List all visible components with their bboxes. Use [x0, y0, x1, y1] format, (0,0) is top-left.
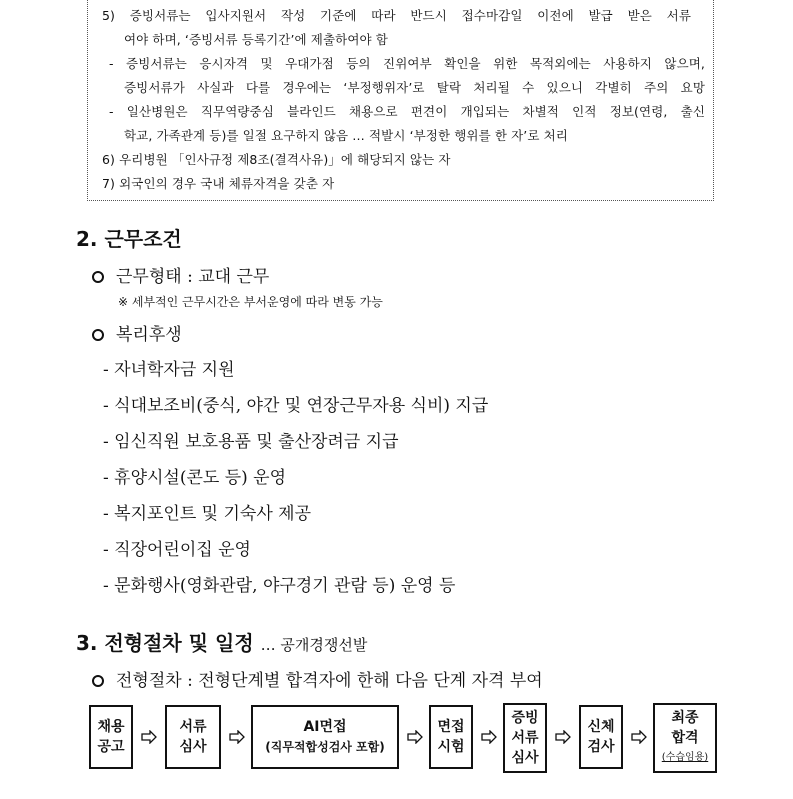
- section-3-title: [76, 627, 367, 656]
- work-type-item: [92, 262, 269, 287]
- circle-bullet-icon: [92, 675, 104, 687]
- procedure-text: 전형절차 : 전형단계별 합격자에 한해 다음 단계 자격 부여: [116, 671, 543, 691]
- circle-bullet-icon: [92, 329, 104, 341]
- work-hours-note: ※ 세부적인 근무시간은 부서운영에 따라 변동 가능: [118, 295, 383, 309]
- step-label: 심사: [179, 739, 207, 755]
- qualification-line-7: 7) 외국인의 경우 국내 체류자격을 갖춘 자: [102, 176, 335, 191]
- selection-process-flow: [85, 703, 725, 775]
- qualification-line-6: 6) 우리병원 「인사규정 제8조(결격사유)」에 해당되지 않는 자: [102, 152, 451, 167]
- step-recruitment-notice: [89, 705, 133, 769]
- step-label: 서류: [511, 730, 539, 746]
- benefit-item: - 휴양시설(콘도 등) 운영: [103, 468, 287, 488]
- section-3-title-text: 3. 전형절차 및 일정: [76, 631, 254, 655]
- step-label: 증빙: [511, 710, 539, 726]
- step-label: 채용: [97, 719, 125, 735]
- step-label: 최종: [671, 710, 699, 726]
- step-label: 합격: [671, 730, 699, 746]
- qualification-dash-1: - 증빙서류는 응시자격 및 우대가점 등의 진위여부 확인을 위한 목적외에는 사용하지 않으며,: [109, 56, 705, 71]
- section-3-subtitle: … 공개경쟁선발: [260, 636, 368, 654]
- benefit-item: - 직장어린이집 운영: [103, 540, 251, 560]
- step-label: 신체: [587, 719, 615, 735]
- step-label: 시험: [437, 739, 465, 755]
- benefit-item: - 식대보조비(중식, 야간 및 연장근무자용 식비) 지급: [103, 396, 489, 416]
- step-label: AI면접: [303, 719, 347, 735]
- benefits-heading: [92, 320, 182, 345]
- step-label: 심사: [511, 750, 539, 766]
- arrow-right-icon: [407, 730, 423, 744]
- arrow-right-icon: [481, 730, 497, 744]
- qualification-dash-1-cont: 증빙서류가 사실과 다를 경우에는 ‘부정행위자’로 탈락 처리될 수 있으니 각별히 주의 요망: [124, 80, 705, 95]
- step-label: 검사: [587, 739, 615, 755]
- step-label: (수습임용): [661, 752, 709, 763]
- benefit-item: - 자녀학자금 지원: [103, 360, 235, 380]
- step-label: 서류: [179, 719, 207, 735]
- benefit-item: - 문화행사(영화관람, 야구경기 관람 등) 운영 등: [103, 576, 456, 596]
- benefits-heading-text: 복리후생: [116, 325, 182, 345]
- step-label: 면접: [437, 719, 465, 735]
- section-2-title: 2. 근무조건: [76, 227, 182, 251]
- arrow-right-icon: [229, 730, 245, 744]
- step-final-pass: [653, 703, 717, 773]
- step-label: 공고: [97, 739, 125, 755]
- arrow-right-icon: [141, 730, 157, 744]
- qualification-dash-2: - 일산병원은 직무역량중심 블라인드 채용으로 편견이 개입되는 차별적 인적 정보(연령, 출신: [109, 104, 705, 119]
- arrow-right-icon: [555, 730, 571, 744]
- step-evidence-review: [503, 703, 547, 773]
- procedure-item: [92, 666, 543, 691]
- step-ai-interview: [251, 705, 399, 769]
- qualification-dash-2-cont: 학교, 가족관계 등)를 일절 요구하지 않음 … 적발시 ‘부정한 행위를 한 자’로 처리: [124, 128, 568, 143]
- qualification-line-5-cont: 여야 하며, ‘증빙서류 등록기간’에 제출하여야 함: [124, 32, 388, 47]
- qualification-line-5: 5) 증빙서류는 입사지원서 작성 기준에 따라 반드시 접수마감일 이전에 발급 받은 서류: [102, 8, 691, 23]
- step-interview-exam: [429, 705, 473, 769]
- benefit-item: - 복지포인트 및 기숙사 제공: [103, 504, 312, 524]
- step-label: (직무적합성검사 포함): [265, 740, 385, 754]
- step-document-review: [165, 705, 221, 769]
- work-type-text: 근무형태 : 교대 근무: [116, 267, 270, 287]
- circle-bullet-icon: [92, 271, 104, 283]
- arrow-right-icon: [631, 730, 647, 744]
- step-physical-exam: [579, 705, 623, 769]
- benefit-item: - 임신직원 보호용품 및 출산장려금 지급: [103, 432, 399, 452]
